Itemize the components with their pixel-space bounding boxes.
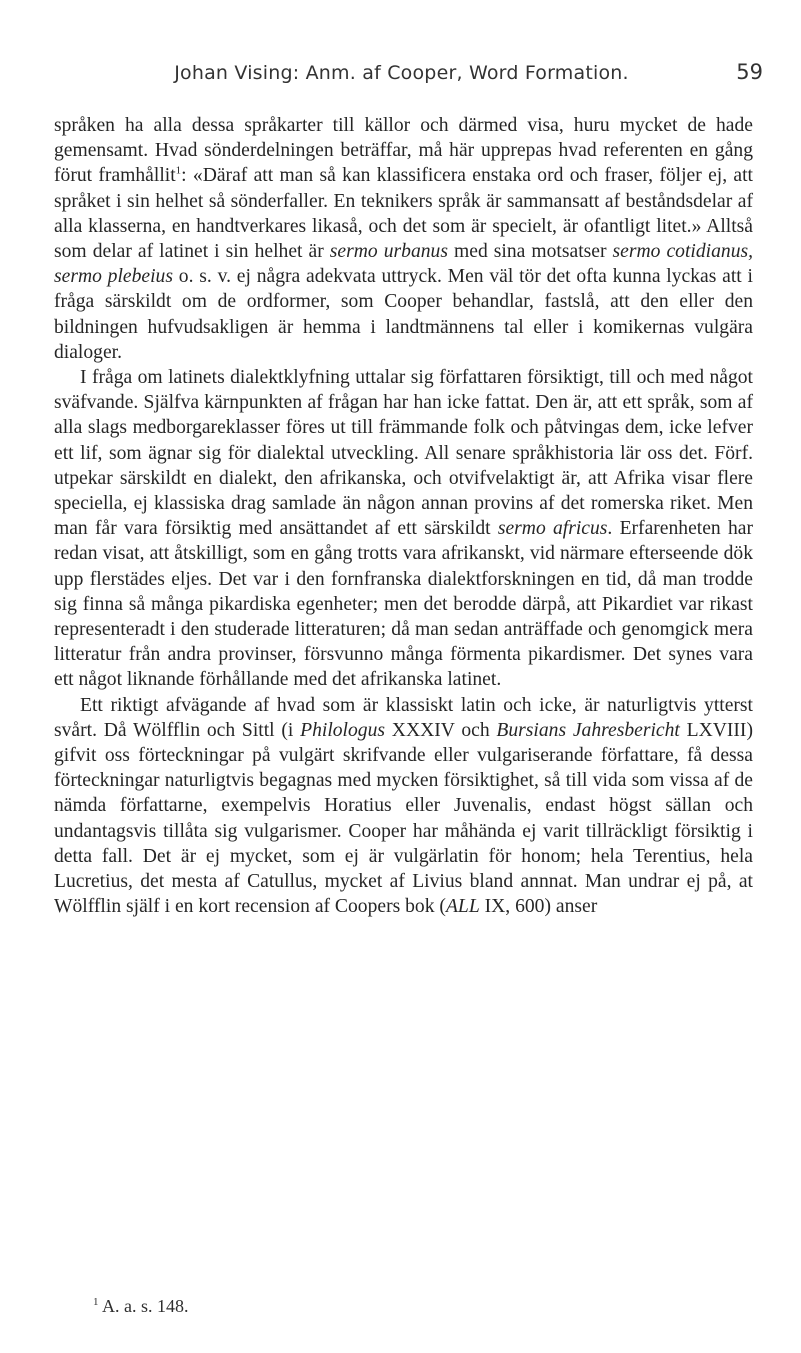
text-run: : «Däraf att man så kan klassificera enstaka ord och fraser, följer ej, att språket i sin helhet så sönderfaller. En teknikers språk är sammansatt af beståndsdelar af alla klasserna, en handtverkares likaså, och det som är specielt, är ofantligt litet.» Alltså som delar af latinet i sin helhet är (54, 165, 753, 263)
paragraph-3 (54, 693, 753, 920)
text-run: I fråga om latinets dialektklyfning uttalar sig författaren försiktigt, till och med något sväfvande. Själfva kärnpunkten af frågan har han icke fattat. Den är, att ett språk, som af alla slags medborgareklasser föres ut till främmande folk och påtvingas dem, icke lefver ett lif, som ägnar sig för dialektal utveckling. All senare språkhistoria lär oss det. Förf. utpekar särskildt en dialekt, den afrikanska, och otvifvelaktigt är, att Afrika visar flere speciella, ej klassiska drag samlade än någon annan provins af det romerska riket. Men man får vara försiktig med ansättandet af ett särskildt (54, 367, 753, 540)
italic-phrase: Bursians Jahresbericht (496, 719, 680, 741)
italic-phrase: ALL (445, 896, 480, 918)
page-number: 59 (736, 60, 763, 84)
text-run: språken ha alla dessa språkarter till källor och därmed visa, huru mycket de hade gemensamt. Hvad sönderdelningen beträffar, må här upprepas hvad referenten en gång förut framhållit (54, 115, 753, 187)
body-text (54, 113, 753, 920)
paragraph-2 (54, 365, 753, 693)
footnote-text: A. a. s. 148. (102, 1296, 189, 1316)
running-header (40, 60, 763, 94)
text-run: o. s. v. ej några adekvata uttryck. Men väl tör det ofta kunna lyckas att i fråga särskildt om de ordformer, som Cooper behandlar, fastslå, att den eller den bildningen hufvudsakligen är hemma i landtmännens tal eller i komikernas vulgära dialoger. (54, 266, 753, 363)
text-run: LXVIII) gifvit oss förteckningar på vulgärt skrifvande eller vulgariserande författare, få dessa förteckningar naturligtvis begagnas med mycken försiktighet, så till vida som vissa af de nämda författarne, exempelvis Horatius eller Juvenalis, endast högst sällan och undantagsvis tillåta sig vulgarismer. Cooper har måhända ej varit tillräckligt försiktig i detta fall. Det är ej mycket, som ej är vulgärlatin för honom; hela Terentius, hela Lucretius, det mesta af Catullus, mycket af Livius bland annnat. Man undrar ej på, at Wölfflin själf i en kort recension af Coopers bok ( (54, 719, 753, 918)
italic-phrase: Philologus (300, 719, 386, 741)
text-run: . Erfarenheten har redan visat, att åtskilligt, som en gång trotts vara afrikanskt, vid närmare efterseende dök upp flerstädes eljes. Det var i den fornfranska dialektforskningen en tid, då man trodde sig finna så många pikardiska egenheter; men det berodde därpå, att Pikardiet var rikast representeradt i den studerade litteraturen; då man sedan anträffade och genomgick mera litteratur från andra provinser, försvunno många förmenta pikardismer. Det synes vara ett något liknande förhållande med det afrikanska latinet. (54, 518, 753, 691)
italic-phrase: sermo urbanus (329, 241, 448, 263)
text-run: IX, 600) anser (479, 896, 598, 918)
paragraph-1 (54, 113, 753, 365)
italic-phrase: sermo cotidianus, sermo plebeius (54, 241, 754, 288)
footnote-reference: 1 (175, 164, 182, 177)
footnote-marker: 1 (93, 1296, 99, 1308)
text-run: med sina motsatser (447, 241, 613, 263)
footnote (93, 1296, 189, 1317)
text-run: XXXIV och (385, 719, 497, 741)
text-run: Ett riktigt afvägande af hvad som är klassiskt latin och icke, är naturligtvis ytterst svårt. Då Wölfflin och Sittl (i (54, 694, 753, 741)
italic-phrase: sermo africus (497, 518, 608, 540)
header-title: Johan Vising: Anm. af Cooper, Word Formation. (174, 62, 629, 84)
